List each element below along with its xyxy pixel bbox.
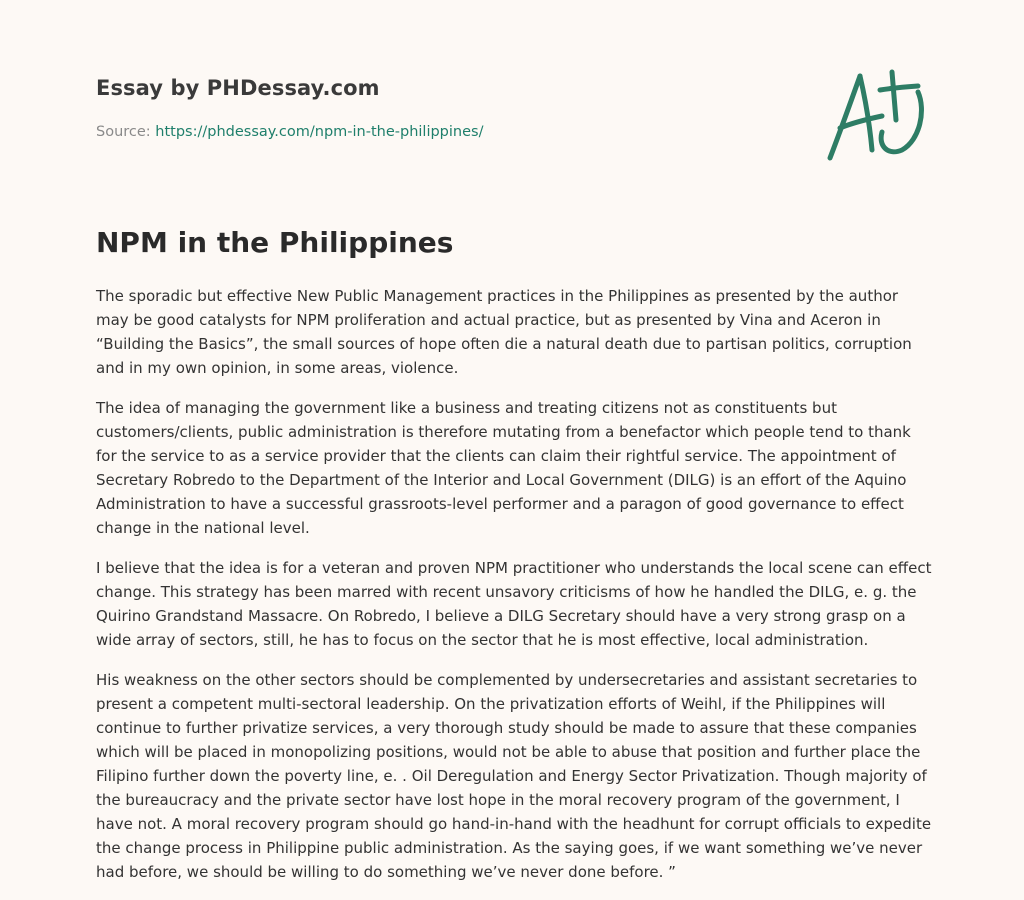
source-line bbox=[96, 124, 483, 140]
essay-body bbox=[96, 284, 932, 900]
a-plus-logo-icon bbox=[820, 66, 930, 166]
source-label: Source: bbox=[96, 124, 151, 140]
essay-paragraph: The sporadic but effective New Public Management practices in the Philippines as presented by the author may be good catalysts for NPM proliferation and actual practice, but as presented by Vina and Aceron in “Building the Basics”, the small sources of hope often die a natural death due to partisan politics, corruption and in my own opinion, in some areas, violence. bbox=[96, 287, 912, 377]
essay-paragraph: The idea of managing the government like a business and treating citizens not as constituents but customers/clients, public administration is therefore mutating from a benefactor which people tend to thank for the service to as a service provider that the clients can claim their rightful service. The appointment of Secretary Robredo to the Department of the Interior and Local Government (DILG) is an effort of the Aquino Administration to have a successful grassroots-level performer and a paragon of good governance to effect change in the national level. bbox=[96, 399, 911, 537]
essay-paragraph: His weakness on the other sectors should be complemented by undersecretaries and assistant secretaries to present a competent multi-sectoral leadership. On the privatization efforts of Weihl, if the Philippines will continue to further privatize services, a very thorough study should be made to assure that these companies which will be placed in monopolizing positions, would not be able to abuse that position and further place the Filipino further down the poverty line, e. . Oil Deregulation and Energy Sector Privatization. Though majority of the bureaucracy and the private sector have lost hope in the moral recovery program of the government, I have not. A moral recovery program should go hand-in-hand with the headhunt for corrupt officials to expedite the change process in Philippine public administration. As the saying goes, if we want something we’ve never had before, we should be willing to do something we’ve never done before. ” bbox=[96, 671, 932, 881]
source-link[interactable]: https://phdessay.com/npm-in-the-philippines/ bbox=[155, 124, 484, 140]
site-brand: Essay by PHDessay.com bbox=[96, 76, 380, 100]
essay-paragraph: I believe that the idea is for a veteran and proven NPM practitioner who understands the local scene can effect change. This strategy has been marred with recent unsavory criticisms of how he handled the DILG, e. g. the Quirino Grandstand Massacre. On Robredo, I believe a DILG Secretary should have a very strong grasp on a wide array of sectors, still, he has to focus on the sector that he is most effective, local administration. bbox=[96, 559, 932, 649]
essay-title: NPM in the Philippines bbox=[96, 226, 454, 259]
